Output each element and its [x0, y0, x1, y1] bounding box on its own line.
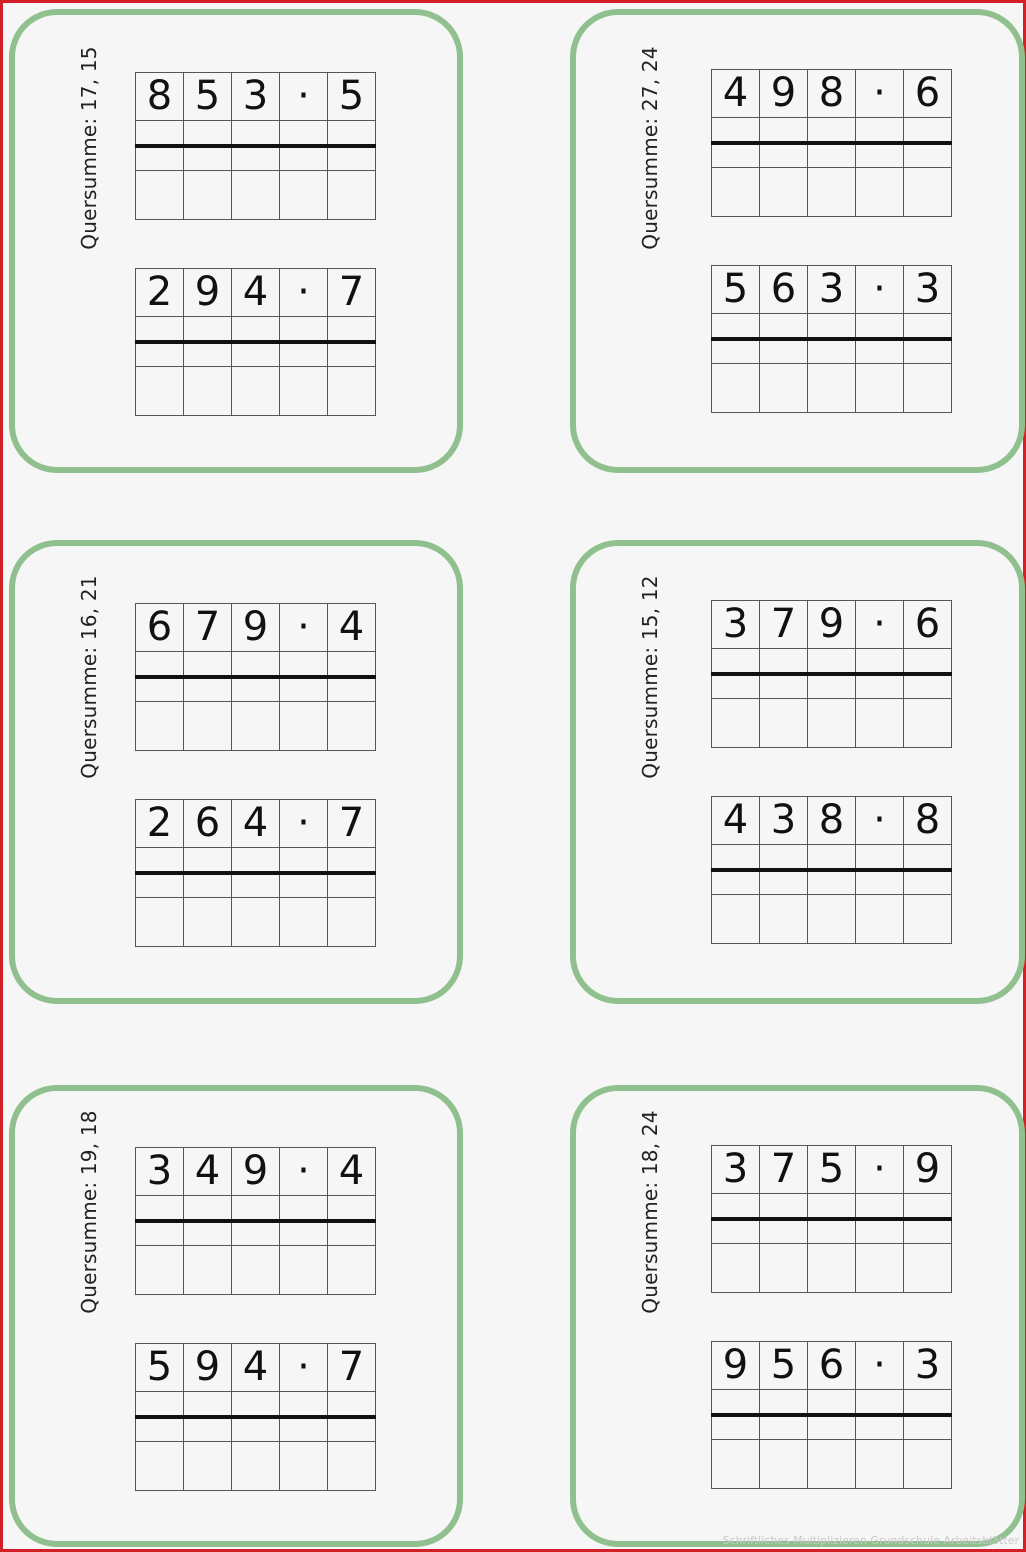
carry-cell[interactable]	[328, 1417, 376, 1442]
quersumme-label: Quersumme: 15, 12	[638, 575, 662, 779]
carry-cell[interactable]	[712, 870, 760, 895]
answer-cell[interactable]	[760, 364, 808, 413]
carry-cell[interactable]	[856, 649, 904, 675]
answer-cell[interactable]	[136, 1246, 184, 1295]
carry-cell[interactable]	[760, 649, 808, 675]
answer-cell[interactable]	[280, 1246, 328, 1295]
multiply-sign: ·	[856, 1342, 904, 1390]
answer-cell[interactable]	[184, 1246, 232, 1295]
carry-cell[interactable]	[184, 121, 232, 147]
answer-cell[interactable]	[856, 1440, 904, 1489]
factor-cell: 5	[328, 73, 376, 121]
carry-cell[interactable]	[760, 314, 808, 340]
carry-cell[interactable]	[232, 342, 280, 367]
carry-cell[interactable]	[280, 873, 328, 898]
carry-cell[interactable]	[904, 845, 952, 871]
multiply-sign: ·	[856, 601, 904, 649]
carry-cell[interactable]	[808, 339, 856, 364]
multiply-sign: ·	[856, 70, 904, 118]
digit-cell: 6	[808, 1342, 856, 1390]
answer-cell[interactable]	[808, 895, 856, 944]
answer-cell[interactable]	[328, 702, 376, 751]
carry-cell[interactable]	[856, 845, 904, 871]
carry-cell[interactable]	[712, 1415, 760, 1440]
answer-cell[interactable]	[280, 171, 328, 220]
digit-cell: 9	[184, 1344, 232, 1392]
carry-cell[interactable]	[280, 1392, 328, 1418]
carry-cell[interactable]	[280, 1417, 328, 1442]
carry-cell[interactable]	[760, 143, 808, 168]
carry-cell[interactable]	[136, 342, 184, 367]
carry-cell[interactable]	[232, 146, 280, 171]
digit-cell: 7	[760, 601, 808, 649]
digit-cell: 3	[712, 1146, 760, 1194]
carry-cell[interactable]	[136, 848, 184, 874]
digit-cell: 3	[232, 73, 280, 121]
carry-cell[interactable]	[856, 339, 904, 364]
carry-cell[interactable]	[232, 1417, 280, 1442]
answer-cell[interactable]	[232, 171, 280, 220]
multiply-sign: ·	[280, 269, 328, 317]
carry-cell[interactable]	[712, 1194, 760, 1220]
carry-cell[interactable]	[232, 677, 280, 702]
answer-cell[interactable]	[328, 1442, 376, 1491]
carry-cell[interactable]	[808, 870, 856, 895]
carry-cell[interactable]	[136, 873, 184, 898]
carry-cell[interactable]	[184, 1392, 232, 1418]
digit-cell: 5	[184, 73, 232, 121]
answer-cell[interactable]	[760, 895, 808, 944]
carry-cell[interactable]	[136, 1221, 184, 1246]
factor-cell: 7	[328, 800, 376, 848]
digit-cell: 5	[136, 1344, 184, 1392]
digit-cell: 2	[136, 800, 184, 848]
answer-cell[interactable]	[856, 364, 904, 413]
factor-cell: 7	[328, 1344, 376, 1392]
carry-cell[interactable]	[712, 649, 760, 675]
answer-cell[interactable]	[232, 1442, 280, 1491]
answer-cell[interactable]	[760, 1244, 808, 1293]
carry-cell[interactable]	[760, 1415, 808, 1440]
carry-cell[interactable]	[808, 649, 856, 675]
carry-cell[interactable]	[184, 1221, 232, 1246]
task-card-4	[570, 540, 1025, 1004]
multiplication-grid-1	[135, 72, 376, 219]
carry-cell[interactable]	[808, 143, 856, 168]
carry-cell[interactable]	[808, 1415, 856, 1440]
digit-cell: 4	[712, 70, 760, 118]
carry-cell[interactable]	[856, 118, 904, 144]
digit-cell: 9	[712, 1342, 760, 1390]
multiply-sign: ·	[280, 1148, 328, 1196]
carry-cell[interactable]	[232, 652, 280, 678]
multiplication-grid-1	[711, 600, 952, 747]
answer-cell[interactable]	[280, 1442, 328, 1491]
multiplication-grid-1	[135, 603, 376, 750]
digit-cell: 9	[808, 601, 856, 649]
carry-cell[interactable]	[280, 146, 328, 171]
carry-cell[interactable]	[280, 342, 328, 367]
carry-cell[interactable]	[232, 1221, 280, 1246]
answer-cell[interactable]	[232, 702, 280, 751]
carry-cell[interactable]	[136, 1417, 184, 1442]
carry-cell[interactable]	[808, 1194, 856, 1220]
carry-cell[interactable]	[760, 1219, 808, 1244]
task-card-2	[570, 9, 1025, 473]
answer-cell[interactable]	[856, 168, 904, 217]
carry-cell[interactable]	[904, 870, 952, 895]
carry-cell[interactable]	[280, 121, 328, 147]
carry-cell[interactable]	[712, 314, 760, 340]
task-card-1	[9, 9, 463, 473]
digit-cell: 2	[136, 269, 184, 317]
carry-cell[interactable]	[760, 118, 808, 144]
digit-cell: 5	[712, 266, 760, 314]
answer-cell[interactable]	[712, 895, 760, 944]
digit-cell: 3	[136, 1148, 184, 1196]
carry-cell[interactable]	[184, 1417, 232, 1442]
digit-cell: 4	[712, 797, 760, 845]
digit-cell: 3	[760, 797, 808, 845]
digit-cell: 9	[232, 1148, 280, 1196]
carry-cell[interactable]	[232, 1196, 280, 1222]
carry-cell[interactable]	[328, 342, 376, 367]
multiply-sign: ·	[280, 1344, 328, 1392]
carry-cell[interactable]	[232, 317, 280, 343]
multiplication-grid-1	[135, 1147, 376, 1294]
carry-cell[interactable]	[856, 143, 904, 168]
carry-cell[interactable]	[184, 1196, 232, 1222]
carry-cell[interactable]	[904, 649, 952, 675]
multiply-sign: ·	[856, 266, 904, 314]
carry-cell[interactable]	[808, 674, 856, 699]
carry-cell[interactable]	[760, 870, 808, 895]
carry-cell[interactable]	[712, 1219, 760, 1244]
answer-cell[interactable]	[232, 898, 280, 947]
carry-cell[interactable]	[760, 339, 808, 364]
answer-cell[interactable]	[904, 1440, 952, 1489]
carry-cell[interactable]	[184, 677, 232, 702]
multiply-sign: ·	[280, 800, 328, 848]
carry-cell[interactable]	[904, 674, 952, 699]
answer-cell[interactable]	[904, 699, 952, 748]
digit-cell: 7	[184, 604, 232, 652]
answer-cell[interactable]	[904, 1244, 952, 1293]
answer-cell[interactable]	[760, 168, 808, 217]
answer-cell[interactable]	[184, 1442, 232, 1491]
carry-cell[interactable]	[280, 652, 328, 678]
carry-cell[interactable]	[328, 848, 376, 874]
answer-cell[interactable]	[760, 699, 808, 748]
carry-cell[interactable]	[904, 339, 952, 364]
answer-cell[interactable]	[280, 702, 328, 751]
carry-cell[interactable]	[136, 1392, 184, 1418]
task-card-5	[9, 1085, 463, 1547]
digit-cell: 9	[760, 70, 808, 118]
factor-cell: 4	[328, 1148, 376, 1196]
carry-cell[interactable]	[184, 146, 232, 171]
digit-cell: 4	[232, 800, 280, 848]
carry-cell[interactable]	[808, 314, 856, 340]
answer-cell[interactable]	[328, 171, 376, 220]
multiply-sign: ·	[856, 1146, 904, 1194]
carry-cell[interactable]	[712, 339, 760, 364]
digit-cell: 5	[808, 1146, 856, 1194]
answer-cell[interactable]	[328, 898, 376, 947]
task-card-6	[570, 1085, 1025, 1547]
carry-cell[interactable]	[184, 342, 232, 367]
carry-cell[interactable]	[760, 1194, 808, 1220]
answer-cell[interactable]	[808, 699, 856, 748]
carry-cell[interactable]	[904, 118, 952, 144]
carry-cell[interactable]	[280, 317, 328, 343]
answer-cell[interactable]	[808, 168, 856, 217]
answer-cell[interactable]	[184, 702, 232, 751]
carry-cell[interactable]	[856, 1415, 904, 1440]
carry-cell[interactable]	[184, 317, 232, 343]
multiply-sign: ·	[856, 797, 904, 845]
carry-cell[interactable]	[136, 317, 184, 343]
carry-cell[interactable]	[184, 652, 232, 678]
digit-cell: 8	[808, 70, 856, 118]
task-card-3	[9, 540, 463, 1004]
multiplication-grid-1	[711, 1145, 952, 1292]
carry-cell[interactable]	[856, 1390, 904, 1416]
answer-cell[interactable]	[856, 1244, 904, 1293]
carry-cell[interactable]	[856, 674, 904, 699]
multiplication-grid-2	[711, 1341, 952, 1488]
answer-cell[interactable]	[280, 367, 328, 416]
carry-cell[interactable]	[712, 674, 760, 699]
carry-cell[interactable]	[136, 146, 184, 171]
answer-cell[interactable]	[136, 367, 184, 416]
carry-cell[interactable]	[232, 121, 280, 147]
digit-cell: 3	[808, 266, 856, 314]
multiplication-grid-2	[711, 796, 952, 943]
answer-cell[interactable]	[856, 699, 904, 748]
carry-cell[interactable]	[328, 873, 376, 898]
carry-cell[interactable]	[760, 845, 808, 871]
answer-cell[interactable]	[808, 364, 856, 413]
factor-cell: 4	[328, 604, 376, 652]
answer-cell[interactable]	[232, 367, 280, 416]
multiplication-grid-2	[135, 268, 376, 415]
answer-cell[interactable]	[136, 1442, 184, 1491]
carry-cell[interactable]	[904, 1219, 952, 1244]
carry-cell[interactable]	[280, 677, 328, 702]
answer-cell[interactable]	[280, 898, 328, 947]
digit-cell: 7	[760, 1146, 808, 1194]
answer-cell[interactable]	[184, 367, 232, 416]
factor-cell: 8	[904, 797, 952, 845]
factor-cell: 9	[904, 1146, 952, 1194]
multiplication-grid-1	[711, 69, 952, 216]
multiplication-grid-2	[135, 1343, 376, 1490]
answer-cell[interactable]	[136, 171, 184, 220]
quersumme-label: Quersumme: 18, 24	[638, 1110, 662, 1314]
carry-cell[interactable]	[904, 1415, 952, 1440]
digit-cell: 4	[232, 269, 280, 317]
carry-cell[interactable]	[328, 652, 376, 678]
answer-cell[interactable]	[136, 898, 184, 947]
quersumme-label: Quersumme: 16, 21	[77, 575, 101, 779]
carry-cell[interactable]	[136, 677, 184, 702]
factor-cell: 3	[904, 266, 952, 314]
answer-cell[interactable]	[904, 895, 952, 944]
watermark-credit: Schriftliches Multiplizieren Grundschule Arbeitsblätter	[722, 1534, 1019, 1547]
digit-cell: 8	[808, 797, 856, 845]
carry-cell[interactable]	[808, 845, 856, 871]
carry-cell[interactable]	[808, 1390, 856, 1416]
carry-cell[interactable]	[328, 317, 376, 343]
carry-cell[interactable]	[184, 848, 232, 874]
digit-cell: 6	[760, 266, 808, 314]
carry-cell[interactable]	[904, 1194, 952, 1220]
answer-cell[interactable]	[808, 1244, 856, 1293]
carry-cell[interactable]	[328, 1221, 376, 1246]
digit-cell: 4	[184, 1148, 232, 1196]
carry-cell[interactable]	[232, 873, 280, 898]
carry-cell[interactable]	[328, 1196, 376, 1222]
digit-cell: 3	[712, 601, 760, 649]
multiplication-grid-2	[135, 799, 376, 946]
carry-cell[interactable]	[280, 1196, 328, 1222]
answer-cell[interactable]	[136, 702, 184, 751]
carry-cell[interactable]	[280, 1221, 328, 1246]
digit-cell: 6	[184, 800, 232, 848]
factor-cell: 6	[904, 601, 952, 649]
carry-cell[interactable]	[136, 652, 184, 678]
carry-cell[interactable]	[856, 870, 904, 895]
carry-cell[interactable]	[136, 121, 184, 147]
answer-cell[interactable]	[184, 171, 232, 220]
digit-cell: 8	[136, 73, 184, 121]
carry-cell[interactable]	[328, 1392, 376, 1418]
answer-cell[interactable]	[808, 1440, 856, 1489]
digit-cell: 5	[760, 1342, 808, 1390]
carry-cell[interactable]	[904, 1390, 952, 1416]
quersumme-label: Quersumme: 19, 18	[77, 1110, 101, 1314]
carry-cell[interactable]	[856, 314, 904, 340]
multiply-sign: ·	[280, 73, 328, 121]
factor-cell: 6	[904, 70, 952, 118]
digit-cell: 9	[184, 269, 232, 317]
answer-cell[interactable]	[328, 1246, 376, 1295]
carry-cell[interactable]	[760, 674, 808, 699]
carry-cell[interactable]	[856, 1219, 904, 1244]
carry-cell[interactable]	[280, 848, 328, 874]
factor-cell: 7	[328, 269, 376, 317]
answer-cell[interactable]	[712, 168, 760, 217]
factor-cell: 3	[904, 1342, 952, 1390]
digit-cell: 6	[136, 604, 184, 652]
answer-cell[interactable]	[232, 1246, 280, 1295]
carry-cell[interactable]	[760, 1390, 808, 1416]
digit-cell: 9	[232, 604, 280, 652]
answer-cell[interactable]	[856, 895, 904, 944]
multiply-sign: ·	[280, 604, 328, 652]
carry-cell[interactable]	[328, 677, 376, 702]
carry-cell[interactable]	[712, 118, 760, 144]
quersumme-label: Quersumme: 27, 24	[638, 46, 662, 250]
carry-cell[interactable]	[328, 146, 376, 171]
carry-cell[interactable]	[232, 848, 280, 874]
answer-cell[interactable]	[760, 1440, 808, 1489]
carry-cell[interactable]	[712, 1390, 760, 1416]
carry-cell[interactable]	[232, 1392, 280, 1418]
answer-cell[interactable]	[904, 168, 952, 217]
carry-cell[interactable]	[184, 873, 232, 898]
carry-cell[interactable]	[808, 118, 856, 144]
carry-cell[interactable]	[712, 143, 760, 168]
carry-cell[interactable]	[856, 1194, 904, 1220]
carry-cell[interactable]	[904, 143, 952, 168]
multiplication-grid-2	[711, 265, 952, 412]
answer-cell[interactable]	[712, 1244, 760, 1293]
carry-cell[interactable]	[712, 845, 760, 871]
answer-cell[interactable]	[712, 1440, 760, 1489]
answer-cell[interactable]	[904, 364, 952, 413]
carry-cell[interactable]	[136, 1196, 184, 1222]
digit-cell: 4	[232, 1344, 280, 1392]
answer-cell[interactable]	[184, 898, 232, 947]
carry-cell[interactable]	[904, 314, 952, 340]
carry-cell[interactable]	[328, 121, 376, 147]
answer-cell[interactable]	[328, 367, 376, 416]
quersumme-label: Quersumme: 17, 15	[77, 46, 101, 250]
answer-cell[interactable]	[712, 364, 760, 413]
carry-cell[interactable]	[808, 1219, 856, 1244]
answer-cell[interactable]	[712, 699, 760, 748]
